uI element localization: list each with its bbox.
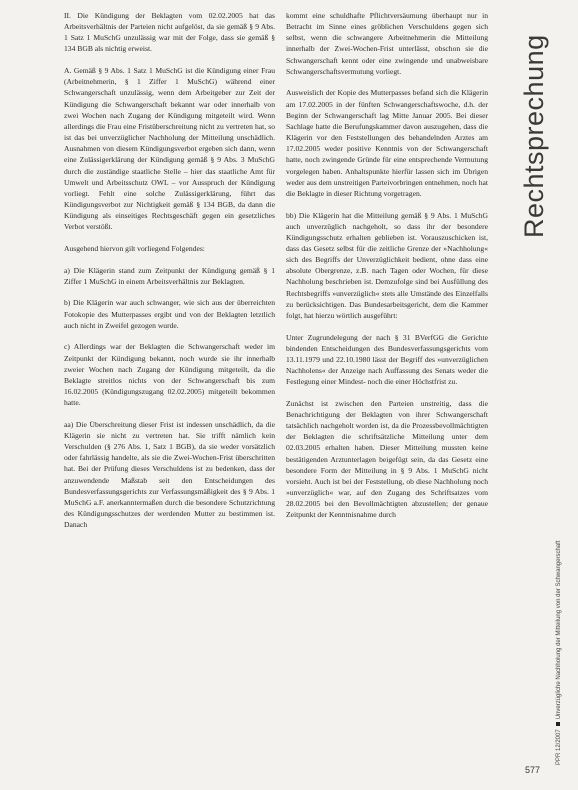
paragraph: kommt eine schuldhafte Pflichtversäumung überhaupt nur in Betracht im Sinne eines gröblichen Verschuldens gegen sich selbst, wenn die schwangere Arbeitnehmerin die Mitteilung innerhalb der Zwei-Wochen-Frist unterlässt, obschon sie die Schwangerschaft kennt oder eine zwingende und unabweisbare Schwangerschaftsvermutung vorliegt. (286, 11, 488, 76)
paragraph: Unter Zugrundelegung der nach § 31 BVerfGG die Gerichte bindenden Entscheidungen des Bundesverfassungsgerichts vom 13.11.1979 und 22.10.1980 lässt der Begriff des »unverzüglichen Nachholens« der Anzeige nach Auffassung des Senats weder die Festlegung einer Mindest- noch die einer Höchstfrist zu. (286, 332, 488, 387)
page-number: 577 (525, 765, 541, 775)
paragraph: II. Die Kündigung der Beklagten vom 02.02.2005 hat das Arbeitsverhältnis der Parteien nicht aufgelöst, da sie gemäß § 9 Abs. 1 Satz 1 MuSchG unzulässig war mit der Folge, dass sie gemäß § 134 BGB als nichtig erweist. (64, 11, 275, 54)
paragraph: a) Die Klägerin stand zum Zeitpunkt der Kündigung gemäß § 1 Ziffer 1 MuSchG in einem Arbeitsverhältnis zur Beklagten. (64, 265, 275, 286)
left-column (64, 10, 275, 541)
paragraph: b) Die Klägerin war auch schwanger, wie sich aus der überreichten Fotokopie des Mutterpasses ergibt und von der Beklagten letztlich auch nicht in Zweifel gezogen wurde. (64, 298, 275, 330)
paragraph: Ausweislich der Kopie des Mutterpasses befand sich die Klägerin am 17.02.2005 in der fünften Schwangerschaftswoche, d.h. der Beginn der Schwangerschaft lag Mitte Januar 2005. Bei dieser Sachlage hatte die Berufungskammer davon auszugehen, dass die Klägerin vor den Feststellungen des behandelnden Arztes am 17.02.2005 weder positive Kenntnis von der Schwangerschaft hatte, noch zwingende Gründe für eine entsprechende Vermutung vorgelegen haben. Anhaltspunkte hierfür lassen sich im Übrigen weder aus dem unstreitigen Parteivorbringen entnehmen, noch hat die Beklagte in dieser Richtung vorgetragen. (286, 88, 488, 198)
paragraph: Ausgehend hiervon gilt vorliegend Folgendes: (64, 243, 205, 253)
journal-issue: PPR 12/2007 (556, 729, 562, 765)
paragraph: c) Allerdings war der Beklagten die Schwangerschaft weder im Zeitpunkt der Kündigung bekannt, noch wurde sie ihr innerhalb zweier Wochen nach Zugang der Kündigung mitgeteilt, da die Beklagte streitlos nichts von der Schwangerschaft bis zum 16.02.2005 (Kündigungszugang 02.02.2005) mitgeteilt bekommen hatte. (64, 342, 275, 408)
square-bullet-icon (556, 722, 560, 726)
section-title: Rechtsprechung (519, 34, 549, 238)
paragraph: Zunächst ist zwischen den Parteien unstreitig, dass die Benachrichtigung der Beklagten von ihrer Schwangerschaft tatsächlich nachgeholt worden ist, da die Prozessbevollmächtigten der Beklagten die schriftsätzliche Mitteilung unter dem 02.03.2005 erhalten haben. Dieser Mitteilung mussten keine bestätigenden Arztunterlagen beigefügt sein, da das Gesetz eine besondere Form der Mitteilung in § 9 Abs. 1 MuSchG nicht vorsieht. Auch ist bei der Feststellung, ob diese Nachholung noch »unverzüglich« war, auf den Zugang des Schriftsatzes vom 28.02.2005 bei den Bevollmächtigten abzustellen; der genaue Zeitpunkt der Kenntnisnahme durch (286, 398, 488, 520)
running-footer (556, 541, 562, 765)
right-column (286, 10, 488, 531)
paragraph: aa) Die Überschreitung dieser Frist ist indessen unschädlich, da die Klägerin sie nicht zu vertreten hat. Sie trifft nämlich kein Verschulden (§ 276 Abs. 1, Satz 1 BGB), da sie weder vorsätzlich oder fahrlässig handelte, als sie die Zwei-Wochen-Frist überschritten hat. Bei der Prüfung dieses Verschuldens ist zu bedenken, dass der anzuwendende Maßstab seit den Entscheidungen des Bundesverfassungsgerichts zur Verfassungsmäßigkeit des § 9 Abs. 1 MuSchG a.F. anerkanntermaßen durch die besondere Schutzrichtung des Kündigungsschutzes der werdenden Mutter zu bestimmen ist. Danach (64, 419, 275, 530)
paragraph: A. Gemäß § 9 Abs. 1 Satz 1 MuSchG ist die Kündigung einer Frau (Arbeitnehmerin, § 1 Ziffer 1 MuSchG) während einer Schwangerschaft unzulässig, wenn dem Arbeitgeber zur Zeit der Kündigung die Schwangerschaft bekannt war oder innerhalb von zwei Wochen nach Zugang der Kündigung mitgeteilt wird. Wenn allerdings die Frau eine Fristüberschreitung nicht zu vertreten hat, so ist das bei unverzüglicher Nachholung der Mitteilung unschädlich. Ausnahmen von diesem Kündigungsverbot ergeben sich dann, wenn eine Zulässigerklärung der Kündigung gemäß § 9 Abs. 3 MuSchG durch die zuständige staatliche Stelle – hier das staatliche Amt für Umwelt und Arbeitsschutz OWL – vor Ausspruch der Kündigung vorliegt. Fehlt eine solche Zulässigerklärung, führt das Kündigungsverbot zur Nichtigkeit gemäß § 134 BGB, da dann die Kündigung als einseitiges Rechtsgeschäft gegen ein gesetzliches Verbot verstößt. (64, 66, 275, 232)
article-title: Unverzügliche Nachholung der Mitteilung von der Schwangerschaft (556, 540, 562, 720)
paragraph: bb) Die Klägerin hat die Mitteilung gemäß § 9 Abs. 1 MuSchG auch unverzüglich nachgeholt, so dass ihr der besondere Kündigungsschutz erhalten geblieben ist. Vorauszuschicken ist, dass das Gesetz selbst für die zeitliche Grenze der »Nachholung« sich des Begriffs der Unverzüglichkeit bedient, ohne dass eine absolute Obergrenze, z.B. nach Tagen oder Wochen, für diese Nachholung beschrieben ist. Demzufolge sind bei Ausfüllung des Rechtsbegriffs »unverzüglich« stets alle Umstände des Einzelfalls zu berücksichtigen. Das Bundesarbeitsgericht, dem die Kammer folgt, hat hierzu wörtlich ausgeführt: (286, 210, 488, 320)
